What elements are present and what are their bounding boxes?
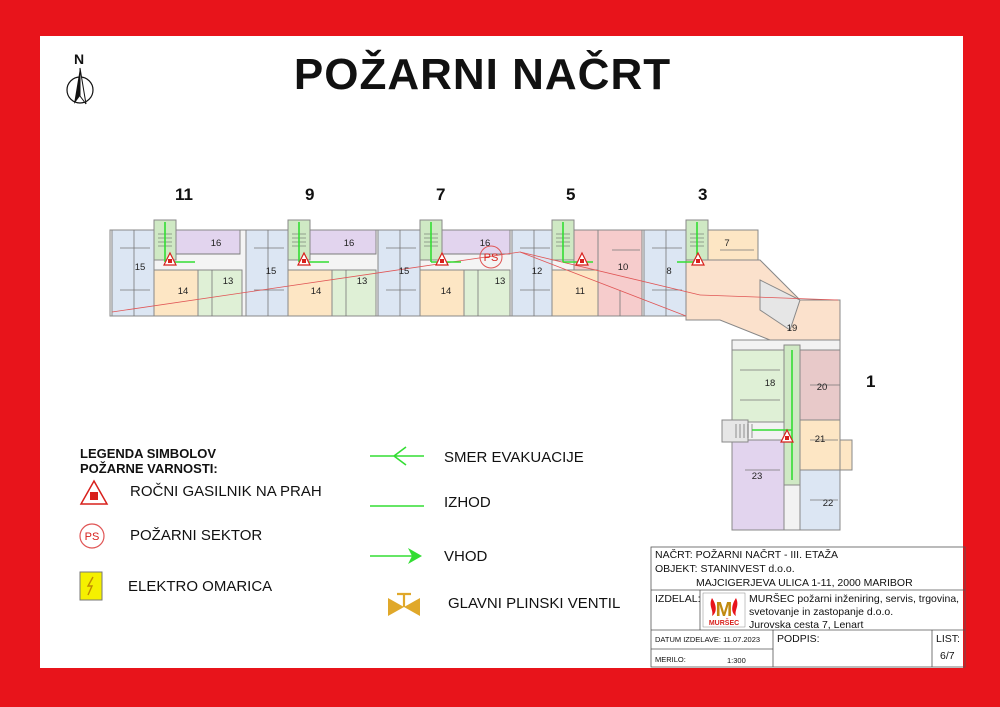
title-block-sheet-value: 6/7 [940,650,955,662]
room-number: 16 [479,238,491,249]
title-block-address: MAJCIGERJEVA ULICA 1-11, 2000 MARIBOR [696,577,913,589]
title-block-signature-label: PODPIS: [777,633,820,645]
legend-exit-label: IZHOD [444,494,491,511]
title-block-sheet-label: LIST: [936,633,960,645]
room-number: 14 [310,286,322,297]
title-block-plan: NAČRT: POŽARNI NAČRT - III. ETAŽA [655,549,838,561]
room-number: 10 [617,262,629,273]
title-block-object: OBJEKT: STANINVEST d.o.o. [655,563,795,575]
room-number: 14 [440,286,452,297]
title-block-scale-value: 1:300 [727,656,746,665]
room-number: 22 [822,498,834,509]
room-number: 19 [786,323,798,334]
legend-electrical-label: ELEKTRO OMARICA [128,578,273,595]
room-number: 16 [343,238,355,249]
compass-letter: N [74,51,85,67]
room-number: 14 [177,286,189,297]
legend-heading-line2: POŽARNE VARNOSTI: [80,461,218,476]
legend-extinguisher-label: ROČNI GASILNIK NA PRAH [130,483,322,500]
room-number: 16 [210,238,222,249]
entrance-number-1: 1 [866,372,876,391]
entrance-number-5: 5 [566,185,576,204]
title-block-made-by-label: IZDELAL: [655,593,701,605]
logo-letter: M [715,599,733,621]
entrance-number-3: 3 [698,185,708,204]
entrance-number-7: 7 [436,185,446,204]
title-block-company-line2: svetovanje in zastopanje d.o.o. [749,606,894,618]
room-number: 15 [398,266,410,277]
room-number: 15 [265,266,277,277]
room-number: 11 [575,286,585,297]
title-block-company-line1: MURŠEC požarni inženiring, servis, trgovina, [749,593,960,605]
title-block-scale-label: MERILO: [655,655,686,664]
logo-name: MURŠEC [708,620,740,627]
legend-evacuation-label: SMER EVAKUACIJE [444,449,584,466]
legend-heading-line1: LEGENDA SIMBOLOV [80,446,217,461]
room-number: 18 [764,378,776,389]
entrance-number-11: 11 [175,185,193,204]
fire-sector-label: PS [483,252,499,264]
room-number: 23 [751,471,763,482]
entrance-number-9: 9 [305,185,315,204]
room-number: 13 [356,276,368,287]
murshec-logo [702,592,746,628]
title-block-company-line3: Jurovska cesta 7, Lenart [749,619,864,631]
fire-sector-icon-label: PS [84,531,100,543]
legend-gas-valve-label: GLAVNI PLINSKI VENTIL [448,595,621,612]
title-block-date: DATUM IZDELAVE: 11.07.2023 [655,635,761,644]
legend-entrance-label: VHOD [444,548,488,565]
page-title: POŽARNI NAČRT [293,50,672,99]
room-number: 20 [816,382,828,393]
room-number: 21 [814,434,826,445]
room-number: 13 [222,276,234,287]
room-number: 8 [666,266,672,277]
room-number: 12 [531,266,543,277]
room-number: 13 [494,276,506,287]
room-number: 7 [724,238,730,249]
room-number: 15 [134,262,146,273]
legend-fire-sector-label: POŽARNI SEKTOR [130,527,263,544]
